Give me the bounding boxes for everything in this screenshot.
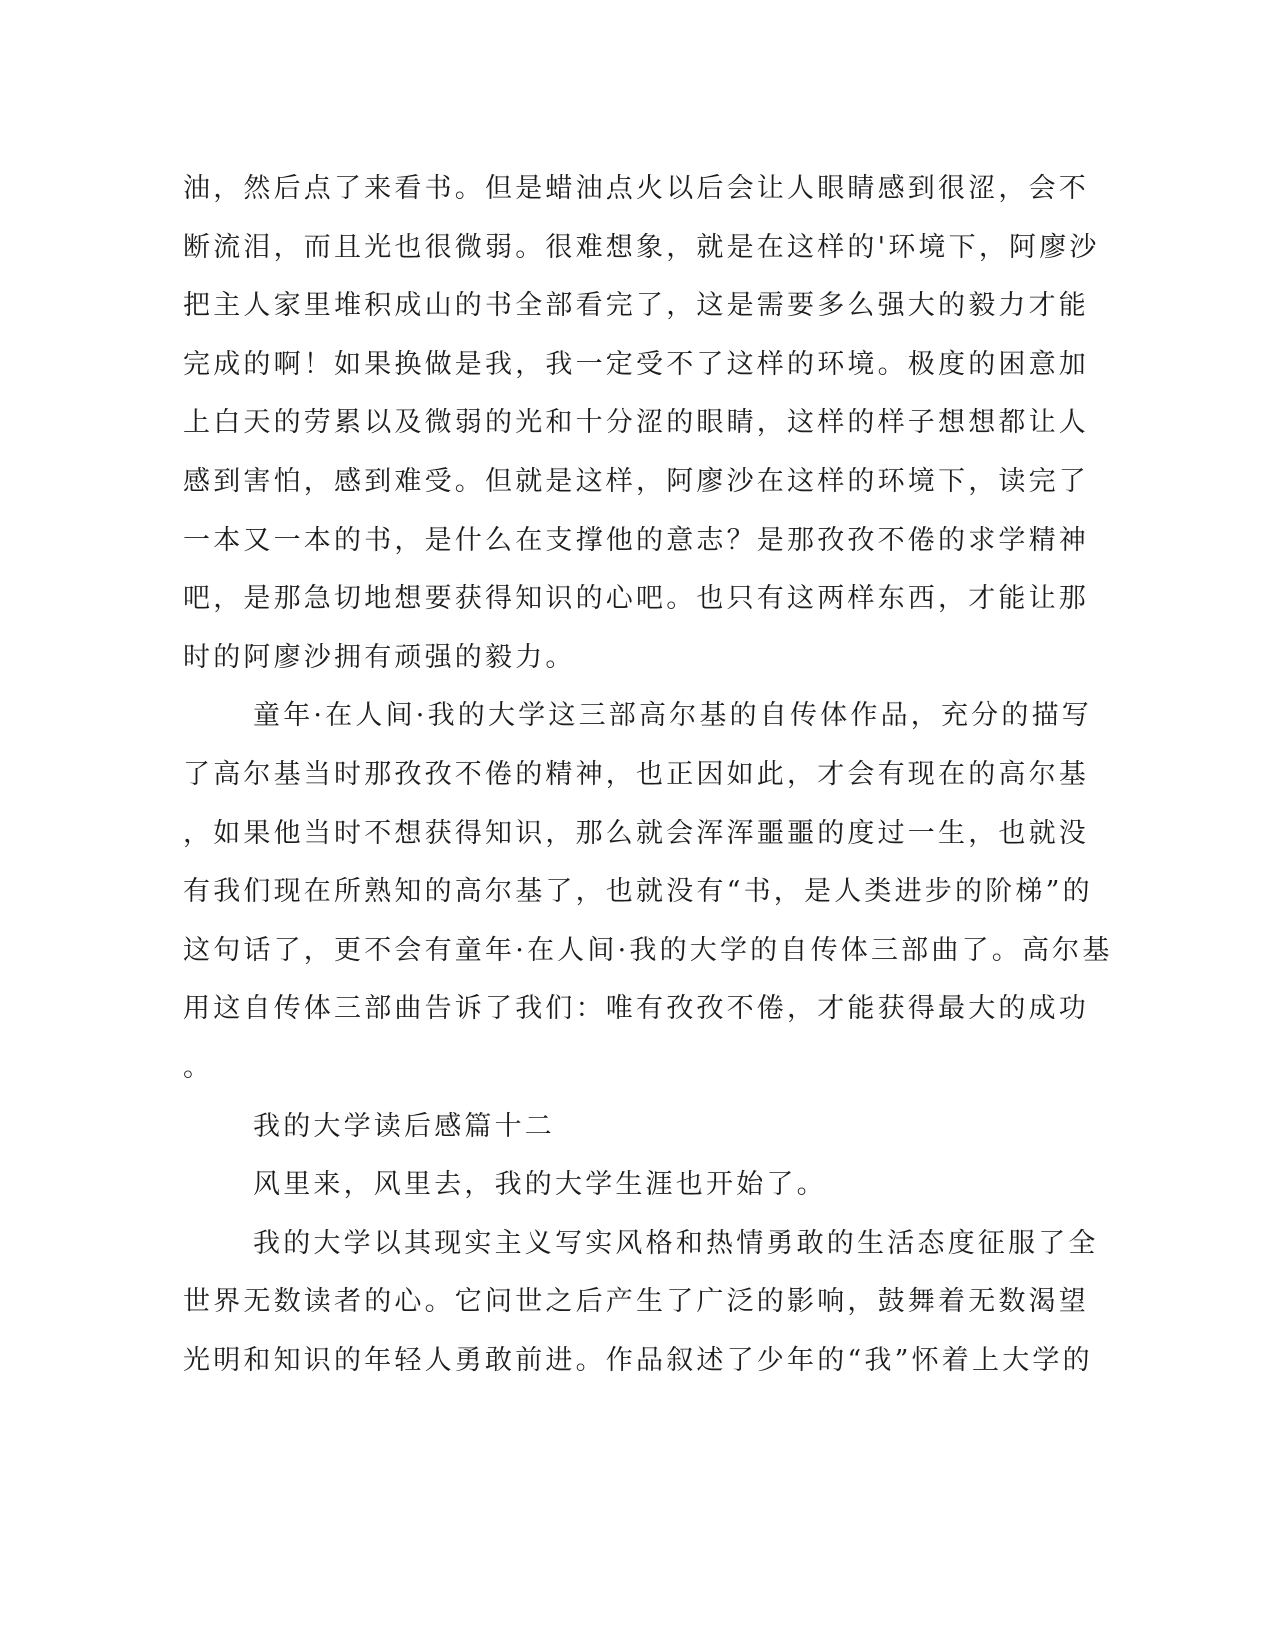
text-line: 断流泪，而且光也很微弱。很难想象，就是在这样的'环境下，阿廖沙 [183, 231, 1100, 263]
text-line: 。 [183, 1051, 214, 1083]
text-line: 把主人家里堆积成山的书全部看完了，这是需要多么强大的毅力才能 [183, 290, 1089, 322]
text-line: 一本又一本的书，是什么在支撑他的意志？是那孜孜不倦的求学精神 [183, 524, 1089, 556]
text-line: 上白天的劳累以及微弱的光和十分涩的眼睛，这样的样子想想都让人 [183, 407, 1089, 439]
text-line: 光明和知识的年轻人勇敢前进。作品叙述了少年的“我”怀着上大学的 [183, 1344, 1093, 1376]
text-line: 世界无数读者的心。它问世之后产生了广泛的影响，鼓舞着无数渴望 [183, 1286, 1089, 1318]
text-line: 完成的啊！如果换做是我，我一定受不了这样的环境。极度的困意加 [183, 348, 1089, 380]
text-line: 吧，是那急切地想要获得知识的心吧。也只有这两样东西，才能让那 [183, 583, 1089, 615]
text-line: 用这自传体三部曲告诉了我们：唯有孜孜不倦，才能获得最大的成功 [183, 993, 1089, 1025]
text-line: 了高尔基当时那孜孜不倦的精神，也正因如此，才会有现在的高尔基 [183, 758, 1089, 790]
text-line: 童年·在人间·我的大学这三部高尔基的自传体作品，充分的描写 [253, 700, 1092, 732]
text-line: 有我们现在所熟知的高尔基了，也就没有“书，是人类进步的阶梯”的 [183, 876, 1093, 908]
document-body [183, 160, 1113, 1390]
text-line: ，如果他当时不想获得知识，那么就会浑浑噩噩的度过一生，也就没 [183, 817, 1089, 849]
text-line: 感到害怕，感到难受。但就是这样，阿廖沙在这样的环境下，读完了 [183, 465, 1089, 497]
section-heading: 我的大学读后感篇十二 [253, 1110, 555, 1142]
text-line: 风里来，风里去，我的大学生涯也开始了。 [253, 1169, 827, 1201]
text-line: 我的大学以其现实主义写实风格和热情勇敢的生活态度征服了全 [253, 1227, 1099, 1259]
text-line: 油，然后点了来看书。但是蜡油点火以后会让人眼睛感到很涩，会不 [183, 173, 1089, 204]
text-line: 这句话了，更不会有童年·在人间·我的大学的自传体三部曲了。高尔基 [183, 934, 1113, 966]
text-line: 时的阿廖沙拥有顽强的毅力。 [183, 641, 576, 673]
